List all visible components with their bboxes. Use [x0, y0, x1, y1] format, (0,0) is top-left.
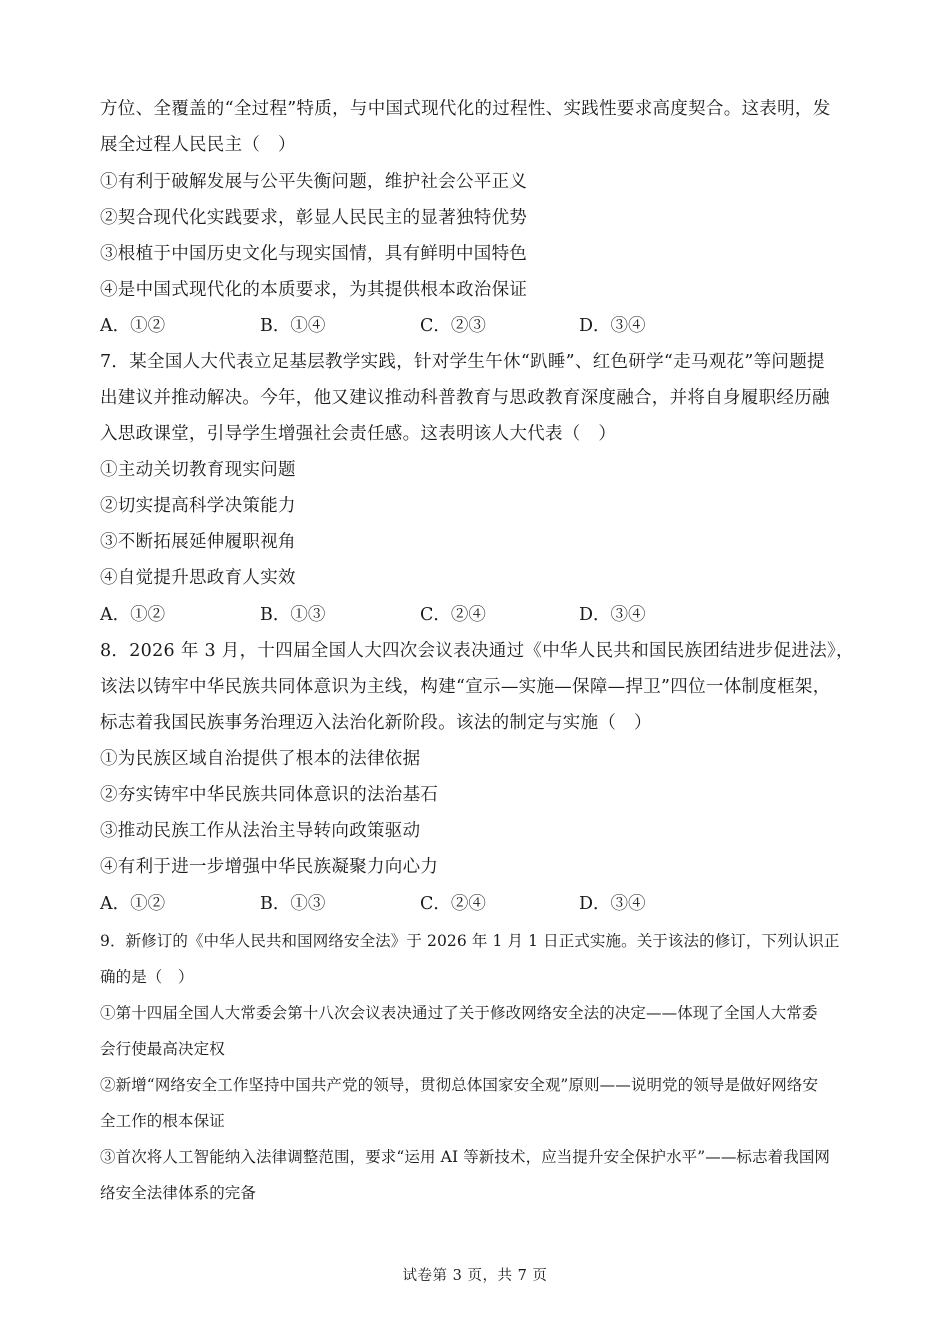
q7-stem-line-1: 7．某全国人大代表立足基层教学实践，针对学生午休“趴睡”、红色研学“走马观花”等问题提 — [100, 352, 825, 372]
q8-stem-line-2: 该法以铸牢中华民族共同体意识为主线，构建“宣示—实施—保障—捍卫”四位一体制度框架， — [100, 677, 831, 697]
q6-option-d[interactable]: D．③④ — [579, 316, 646, 336]
q6-stem-line-2: 展全过程人民民主（ ） — [100, 135, 296, 155]
q7-option-d[interactable]: D．③④ — [579, 605, 646, 625]
q9-statement-2-line-2: 全工作的根本保证 — [100, 1112, 225, 1130]
q7-stem-line-2: 出建议并推动解决。今年，他又建议推动科普教育与思政教育深度融合，并将自身履职经历融 — [100, 388, 830, 408]
q6-statement-1: ①有利于破解发展与公平失衡问题，维护社会公平正义 — [100, 172, 528, 192]
q7-statement-3: ③不断拓展延伸履职视角 — [100, 532, 296, 552]
q7-statement-4: ④自觉提升思政育人实效 — [100, 568, 296, 588]
q9-statement-1-line-2: 会行使最高决定权 — [100, 1040, 225, 1058]
q6-option-c[interactable]: C．②③ — [420, 316, 486, 336]
q8-stem-line-1: 8．2026 年 3 月，十四届全国人大四次会议表决通过《中华人民共和国民族团结进步促进法》， — [100, 641, 854, 661]
q8-statement-3: ③推动民族工作从法治主导转向政策驱动 — [100, 821, 421, 841]
q8-option-a[interactable]: A．①② — [100, 894, 166, 914]
q8-stem-line-3: 标志着我国民族事务治理迈入法治化新阶段。该法的制定与实施（ ） — [100, 713, 652, 733]
q7-stem-line-3: 入思政课堂，引导学生增强社会责任感。这表明该人大代表（ ） — [100, 424, 617, 444]
q7-option-a[interactable]: A．①② — [100, 605, 166, 625]
q7-statement-1: ①主动关切教育现实问题 — [100, 460, 296, 480]
q6-stem-line-1: 方位、全覆盖的“全过程”特质，与中国式现代化的过程性、实践性要求高度契合。这表明，发 — [100, 99, 831, 119]
q8-option-d[interactable]: D．③④ — [579, 894, 646, 914]
q9-stem-line-1: 9．新修订的《中华人民共和国网络安全法》于 2026 年 1 月 1 日正式实施。关于该法的修订，下列认识正 — [100, 932, 840, 950]
q7-option-b[interactable]: B．①③ — [260, 605, 326, 625]
q6-statement-2: ②契合现代化实践要求，彰显人民民主的显著独特优势 — [100, 208, 528, 228]
q8-option-c[interactable]: C．②④ — [420, 894, 486, 914]
q6-statement-4: ④是中国式现代化的本质要求，为其提供根本政治保证 — [100, 280, 528, 300]
q8-statement-2: ②夯实铸牢中华民族共同体意识的法治基石 — [100, 785, 439, 805]
q6-option-b[interactable]: B．①④ — [260, 316, 326, 336]
q7-statement-2: ②切实提高科学决策能力 — [100, 496, 296, 516]
q9-stem-line-2: 确的是（ ） — [100, 968, 194, 986]
q8-option-b[interactable]: B．①③ — [260, 894, 326, 914]
q7-option-c[interactable]: C．②④ — [420, 605, 486, 625]
q9-statement-3-line-1: ③首次将人工智能纳入法律调整范围，要求“运用 AI 等新技术，应当提升安全保护水平”——标志着我国网 — [100, 1148, 831, 1166]
page-footer: 试卷第 3 页，共 7 页 — [402, 1268, 548, 1284]
q8-statement-1: ①为民族区域自治提供了根本的法律依据 — [100, 749, 421, 769]
q9-statement-3-line-2: 络安全法律体系的完备 — [100, 1184, 257, 1202]
q9-statement-2-line-1: ②新增“网络安全工作坚持中国共产党的领导，贯彻总体国家安全观”原则——说明党的领导是做好网络安 — [100, 1076, 819, 1094]
q6-option-a[interactable]: A．①② — [100, 316, 166, 336]
q9-statement-1-line-1: ①第十四届全国人大常委会第十八次会议表决通过了关于修改网络安全法的决定——体现了全国人大常委 — [100, 1004, 818, 1022]
q8-statement-4: ④有利于进一步增强中华民族凝聚力向心力 — [100, 857, 439, 877]
q6-statement-3: ③根植于中国历史文化与现实国情，具有鲜明中国特色 — [100, 244, 528, 264]
